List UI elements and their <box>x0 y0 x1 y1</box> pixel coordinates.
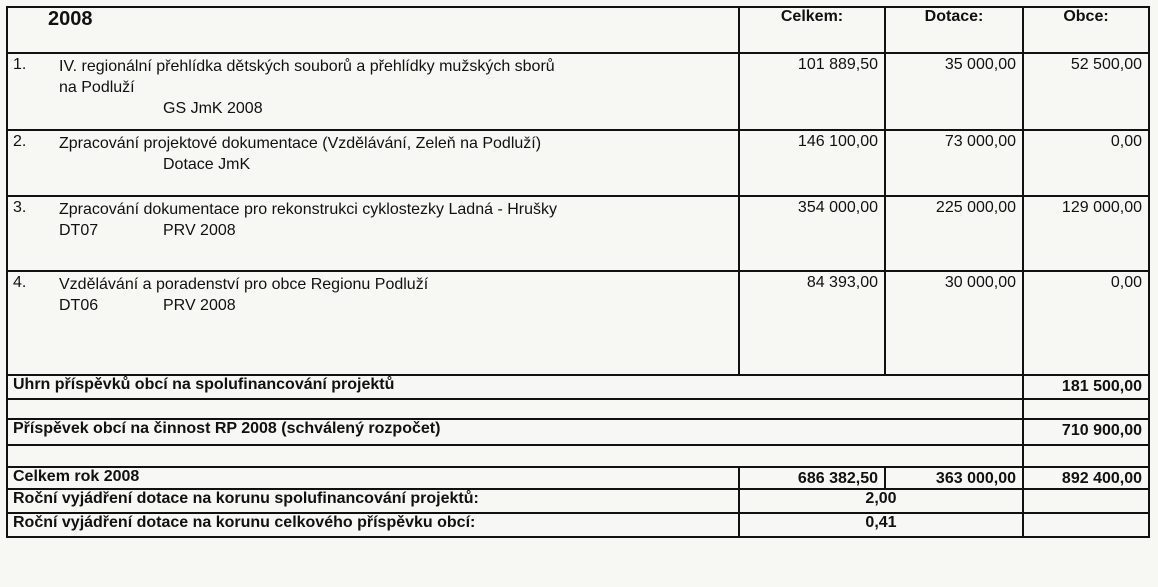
table-row <box>7 196 1149 271</box>
item-source: PRV 2008 <box>163 222 236 239</box>
item-description <box>7 53 739 130</box>
item-codes <box>13 295 733 316</box>
item-total: 146 100,00 <box>739 130 885 196</box>
ratio-projects-value: 2,00 <box>739 489 1023 513</box>
item-title: Zpracování dokumentace pro rekonstrukci cyklostezky Ladná - Hrušky <box>59 201 557 218</box>
col-municipalities-header: Obce: <box>1023 7 1149 53</box>
ratio-total-value: 0,41 <box>739 513 1023 537</box>
total-total: 686 382,50 <box>739 467 885 489</box>
item-description <box>7 271 739 375</box>
item-source: Dotace JmK <box>163 156 251 173</box>
item-number: 2. <box>13 133 27 150</box>
contribution-value: 710 900,00 <box>1023 419 1149 445</box>
table-row <box>7 130 1149 196</box>
item-number: 1. <box>13 56 27 73</box>
ratio-projects-label: Roční vyjádření dotace na korunu spolufinancování projektů: <box>7 489 739 513</box>
contribution-row <box>7 419 1149 445</box>
item-total: 354 000,00 <box>739 196 885 271</box>
item-code: DT07 <box>59 222 99 239</box>
item-total: 84 393,00 <box>739 271 885 375</box>
ratio-projects-row <box>7 489 1149 513</box>
item-municipalities: 52 500,00 <box>1023 53 1149 130</box>
total-row <box>7 467 1149 489</box>
item-title: Zpracování projektové dokumentace (Vzdělávání, Zeleň na Podluží) <box>59 135 542 152</box>
item-description <box>7 196 739 271</box>
table-row <box>7 271 1149 375</box>
ratio-total-row <box>7 513 1149 537</box>
header-row <box>7 7 1149 53</box>
year-heading: 2008 <box>7 7 739 53</box>
item-title: Vzdělávání a poradenství pro obce Regionu Podluží <box>59 276 429 293</box>
cofinancing-row <box>7 375 1149 399</box>
item-total: 101 889,50 <box>739 53 885 130</box>
cofinancing-label: Uhrn příspěvků obcí na spolufinancování projektů <box>7 375 1023 399</box>
item-codes <box>13 220 733 241</box>
item-title: IV. regionální přehlídka dětských souborů a přehlídky mužských sborů <box>59 58 555 75</box>
total-label: Celkem rok 2008 <box>7 467 739 489</box>
contribution-label: Příspěvek obcí na činnost RP 2008 (schválený rozpočet) <box>7 419 1023 445</box>
item-municipalities: 0,00 <box>1023 271 1149 375</box>
item-code: DT06 <box>59 297 99 314</box>
item-source: GS JmK 2008 <box>163 100 263 117</box>
spacer-row <box>7 399 1149 419</box>
item-subsidy: 73 000,00 <box>885 130 1023 196</box>
item-subsidy: 225 000,00 <box>885 196 1023 271</box>
item-number: 4. <box>13 274 27 291</box>
total-municipalities: 892 400,00 <box>1023 467 1149 489</box>
item-municipalities: 0,00 <box>1023 130 1149 196</box>
spacer-row <box>7 445 1149 467</box>
budget-table <box>6 6 1150 538</box>
item-title-cont: na Podluží <box>59 79 135 96</box>
col-subsidy-header: Dotace: <box>885 7 1023 53</box>
item-source: PRV 2008 <box>163 297 236 314</box>
total-subsidy: 363 000,00 <box>885 467 1023 489</box>
cofinancing-value: 181 500,00 <box>1023 375 1149 399</box>
ratio-total-label: Roční vyjádření dotace na korunu celkového příspěvku obcí: <box>7 513 739 537</box>
item-municipalities: 129 000,00 <box>1023 196 1149 271</box>
table-row <box>7 53 1149 130</box>
item-number: 3. <box>13 199 27 216</box>
item-subsidy: 30 000,00 <box>885 271 1023 375</box>
item-subsidy: 35 000,00 <box>885 53 1023 130</box>
item-description <box>7 130 739 196</box>
col-total-header: Celkem: <box>739 7 885 53</box>
